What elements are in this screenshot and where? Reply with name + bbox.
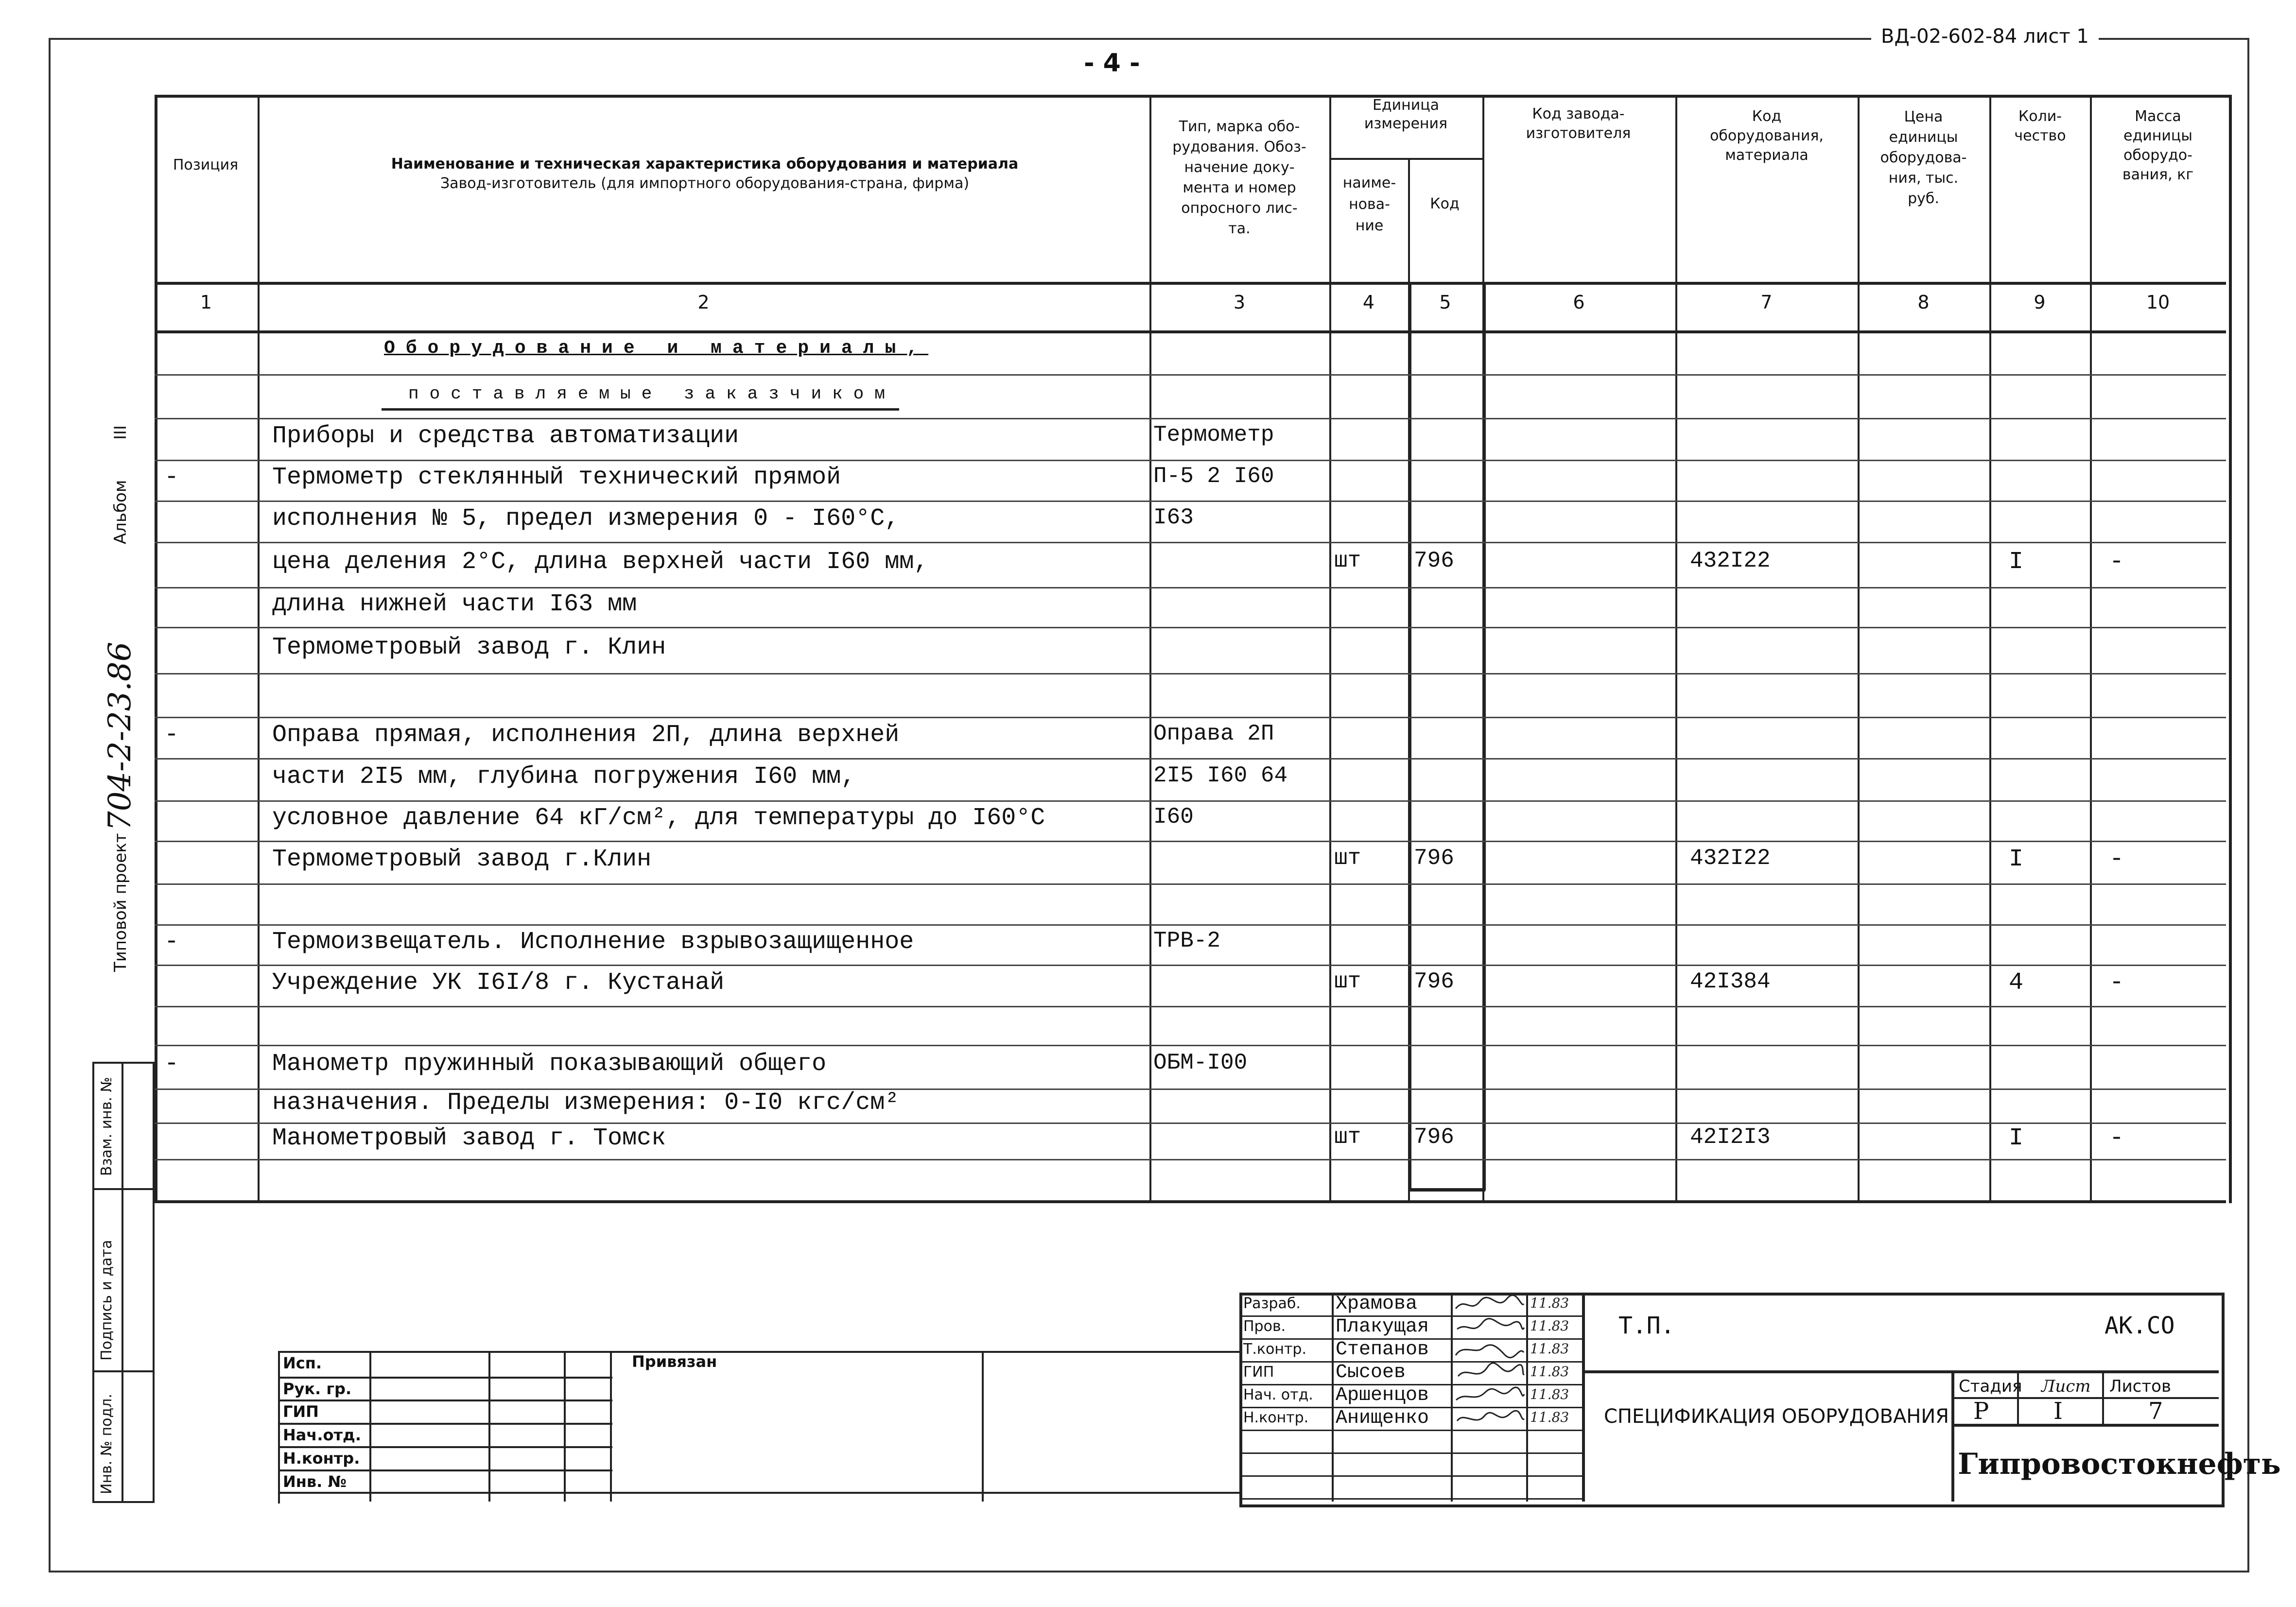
tb-divider bbox=[2102, 1370, 2104, 1424]
header-text-line: Код bbox=[1752, 108, 1782, 125]
name-cell: исполнения № 5, предел измерения 0 - I60°С, bbox=[272, 504, 900, 533]
signature-role: Н.контр. bbox=[1243, 1409, 1309, 1426]
stage-label: Стадия bbox=[1959, 1377, 2022, 1396]
row-line bbox=[155, 587, 2226, 588]
approval-role: Инв. № bbox=[283, 1472, 347, 1491]
header-text-line: Код завода- bbox=[1532, 105, 1625, 122]
column-line bbox=[1858, 95, 1860, 1200]
name-cell: Термометровый завод г.Клин bbox=[272, 846, 652, 873]
column-number: 4 bbox=[1362, 292, 1375, 313]
header-text-line: ния, тыс. bbox=[1888, 170, 1959, 187]
approval-col-line bbox=[369, 1351, 371, 1502]
type-cell: I60 bbox=[1153, 804, 1194, 829]
equipment-code-cell: 432I22 bbox=[1690, 846, 1771, 871]
header-text-line: Масса bbox=[2135, 108, 2181, 125]
tb-divider bbox=[1582, 1370, 2219, 1373]
approval-role: Нач.отд. bbox=[283, 1426, 362, 1444]
position-cell: - bbox=[164, 464, 179, 491]
side-stamp-divider bbox=[122, 1062, 123, 1501]
document-code: ВД-02-602-84 лист 1 bbox=[1871, 25, 2099, 48]
quantity-cell: I bbox=[2009, 1124, 2024, 1152]
approval-row-line bbox=[278, 1469, 612, 1471]
section-title-2: поставляемые заказчиком bbox=[408, 384, 896, 404]
side-album: Альбом bbox=[111, 480, 130, 544]
row-line bbox=[155, 542, 2226, 543]
approval-role: Исп. bbox=[283, 1354, 322, 1372]
name-cell: части 2I5 мм, глубина погружения I60 мм, bbox=[272, 762, 856, 791]
col-header-equipment-code bbox=[1677, 107, 1857, 165]
header-text-line: мента и номер bbox=[1183, 179, 1296, 196]
signature-name: Сысоев bbox=[1336, 1362, 1406, 1383]
col-header-type bbox=[1152, 117, 1327, 239]
row-line bbox=[155, 1159, 2226, 1160]
col-header-name: Наименование и техническая характеристика оборудования и материала Завод-изготовитель (для импортного оборудования-страна, фирма) bbox=[391, 156, 1019, 192]
name-cell: Учреждение УК I6I/8 г. Кустанай bbox=[272, 968, 725, 997]
equipment-code-cell: 432I22 bbox=[1690, 548, 1771, 573]
table-bottom-line bbox=[155, 1200, 2226, 1203]
header-text-line: рудования. Обоз- bbox=[1172, 138, 1306, 156]
signature-date: 11.83 bbox=[1530, 1295, 1569, 1311]
unit-code-cell: 796 bbox=[1414, 846, 1454, 871]
approval-col-line bbox=[982, 1351, 984, 1502]
document-title: СПЕЦИФИКАЦИЯ ОБОРУДОВАНИЯ bbox=[1604, 1405, 1949, 1428]
signature-role: Т.контр. bbox=[1243, 1341, 1307, 1358]
row-line bbox=[155, 501, 2226, 502]
name-cell: Манометр пружинный показывающий общего bbox=[272, 1050, 827, 1078]
type-cell: ОБМ-I00 bbox=[1153, 1050, 1248, 1075]
column-number: 9 bbox=[2034, 292, 2046, 313]
type-cell: I63 bbox=[1153, 504, 1194, 530]
type-cell: 2I5 I60 64 bbox=[1153, 762, 1288, 788]
sheet-value: I bbox=[2053, 1398, 2063, 1425]
quantity-cell: I bbox=[2009, 548, 2024, 576]
unit-code-cell: 796 bbox=[1414, 968, 1454, 994]
column-line bbox=[2090, 95, 2092, 1200]
row-line bbox=[155, 717, 2226, 718]
name-cell: Манометровый завод г. Томск bbox=[272, 1124, 666, 1152]
row-line bbox=[155, 673, 2226, 674]
header-text-line: чество bbox=[2014, 127, 2066, 144]
header-text-line: единицы bbox=[1889, 129, 1958, 146]
signature-date: 11.83 bbox=[1530, 1409, 1569, 1425]
type-cell: Термометр bbox=[1153, 422, 1274, 448]
stage-value: Р bbox=[1973, 1398, 1989, 1425]
approval-row-line bbox=[278, 1400, 612, 1401]
column-line bbox=[1149, 95, 1151, 1200]
signature-date: 11.83 bbox=[1530, 1318, 1569, 1334]
col-header-position: Позиция bbox=[173, 156, 239, 173]
header-text-line: единицы bbox=[2123, 127, 2192, 144]
name-cell: цена деления 2°С, длина верхней части I60 мм, bbox=[272, 548, 929, 576]
type-cell: Оправа 2П bbox=[1153, 721, 1274, 746]
signature-name: Плакущая bbox=[1336, 1316, 1429, 1338]
column-line bbox=[1675, 95, 1677, 1200]
mass-cell: - bbox=[2109, 968, 2124, 997]
side-stamp-label: Подпись и дата bbox=[98, 1240, 115, 1361]
signature-name: Степанов bbox=[1336, 1339, 1429, 1361]
signature-name: Аршенцов bbox=[1336, 1384, 1429, 1406]
column-number: 6 bbox=[1573, 292, 1585, 313]
sheets-value: 7 bbox=[2148, 1398, 2163, 1425]
approvals-table bbox=[278, 1351, 1242, 1503]
header-text-line: Цена bbox=[1904, 108, 1943, 125]
row-line bbox=[155, 1045, 2226, 1046]
header-text-line: Тип, марка обо- bbox=[1179, 118, 1300, 135]
side-album-number: III bbox=[111, 425, 130, 440]
tb-divider bbox=[1951, 1370, 1954, 1502]
row-line bbox=[155, 627, 2226, 628]
side-project-title: Типовой проект bbox=[111, 833, 130, 972]
type-cell: П-5 2 I60 bbox=[1153, 464, 1274, 489]
column-number: 5 bbox=[1439, 292, 1451, 313]
header-text-line: материала bbox=[1725, 147, 1809, 164]
row-line bbox=[155, 924, 2226, 926]
header-line bbox=[1329, 158, 1482, 160]
header-text-line: оборудования, bbox=[1710, 127, 1824, 144]
signature-role: Разраб. bbox=[1243, 1295, 1301, 1312]
page-number: - 4 - bbox=[1084, 49, 1140, 78]
position-cell: - bbox=[164, 1050, 179, 1078]
column-line bbox=[258, 95, 260, 1200]
header-text-line: Коли- bbox=[2018, 108, 2062, 125]
organization-name: Гипровостокнефть bbox=[1958, 1447, 2281, 1481]
column-number: 3 bbox=[1233, 292, 1246, 313]
tb-divider bbox=[1582, 1293, 1585, 1502]
approval-col-line bbox=[564, 1351, 566, 1502]
row-line-bold bbox=[1408, 1188, 1485, 1192]
signature-role: ГИП bbox=[1243, 1364, 1274, 1381]
header-line bbox=[155, 330, 2226, 333]
privyazan-label: Привязан bbox=[632, 1352, 717, 1371]
col-header-unit-mass bbox=[2092, 107, 2224, 185]
approval-row-line bbox=[278, 1377, 612, 1379]
name-cell: Термометр стеклянный технический прямой bbox=[272, 464, 841, 491]
row-line bbox=[155, 418, 2226, 419]
side-stamp-label: Инв. № подл. bbox=[98, 1394, 115, 1494]
header-text-line: ние bbox=[1355, 217, 1384, 234]
tb-divider bbox=[1951, 1397, 2219, 1399]
approval-role: Рук. гр. bbox=[283, 1380, 352, 1398]
header-text-line: измерения bbox=[1364, 115, 1448, 132]
unit-name-cell: шт bbox=[1334, 846, 1361, 871]
header-text-line: нова- bbox=[1349, 196, 1390, 213]
unit-name-cell: шт bbox=[1334, 968, 1361, 994]
equipment-code-cell: 42I384 bbox=[1690, 968, 1771, 994]
header-text-line: оборудова- bbox=[1880, 149, 1967, 166]
row-line bbox=[155, 460, 2226, 461]
signature-role: Нач. отд. bbox=[1243, 1386, 1313, 1403]
column-number: 1 bbox=[200, 292, 212, 313]
header-text-line: та. bbox=[1228, 220, 1251, 237]
section-underline bbox=[382, 408, 899, 411]
row-line bbox=[155, 800, 2226, 802]
signature-name: Анищенко bbox=[1336, 1407, 1429, 1429]
column-number: 2 bbox=[697, 292, 710, 313]
name-cell: назначения. Пределы измерения: 0-I0 кгс/см² bbox=[272, 1089, 900, 1117]
signature-date: 11.83 bbox=[1530, 1341, 1569, 1357]
approval-row-line bbox=[278, 1492, 1240, 1494]
row-line bbox=[155, 965, 2226, 966]
col-header-unit-group bbox=[1332, 96, 1480, 133]
drawing-code: АК.СО bbox=[2105, 1312, 2175, 1339]
col-header-unit-price bbox=[1859, 107, 1988, 209]
row-line bbox=[155, 374, 2226, 376]
header-text-line: начение доку- bbox=[1184, 159, 1295, 176]
header-text-line: вания, кг bbox=[2122, 166, 2194, 183]
row-line bbox=[155, 1006, 2226, 1007]
signature-date: 11.83 bbox=[1530, 1364, 1569, 1380]
header-text-line: Единица bbox=[1372, 97, 1440, 114]
header-text-line: руб. bbox=[1908, 190, 1939, 207]
unit-name-cell: шт bbox=[1334, 1124, 1361, 1150]
signature-date: 11.83 bbox=[1530, 1386, 1569, 1402]
tb-divider bbox=[1951, 1424, 2219, 1427]
signature-name: Храмова bbox=[1336, 1293, 1418, 1315]
name-cell: Оправа прямая, исполнения 2П, длина верхней bbox=[272, 721, 900, 749]
header-text-line: наиме- bbox=[1342, 174, 1396, 191]
position-cell: - bbox=[164, 721, 179, 749]
quantity-cell: 4 bbox=[2009, 968, 2024, 997]
header-line bbox=[155, 282, 2226, 285]
sheet-label: Лист bbox=[2041, 1377, 2091, 1396]
mass-cell: - bbox=[2109, 846, 2124, 873]
col-header-unit-code: Код bbox=[1430, 195, 1460, 212]
sheets-label: Листов bbox=[2109, 1377, 2172, 1396]
equipment-code-cell: 42I2I3 bbox=[1690, 1124, 1771, 1150]
unit-code-cell: 796 bbox=[1414, 1124, 1454, 1150]
side-stamp-divider bbox=[92, 1188, 153, 1190]
name-cell: Термоизвещатель. Исполнение взрывозащищенное bbox=[272, 928, 914, 956]
approval-role: ГИП bbox=[283, 1402, 319, 1421]
header-text-line: оборудо- bbox=[2123, 147, 2192, 164]
type-cell: ТРВ-2 bbox=[1153, 928, 1221, 953]
unit-name-cell: шт bbox=[1334, 548, 1361, 573]
unit-code-cell: 796 bbox=[1414, 548, 1454, 573]
column-line bbox=[1329, 95, 1331, 1200]
name-cell: Приборы и средства автоматизации bbox=[272, 422, 739, 450]
column-number: 7 bbox=[1760, 292, 1773, 313]
col-header-quantity bbox=[1990, 107, 2090, 146]
mass-cell: - bbox=[2109, 548, 2124, 576]
position-cell: - bbox=[164, 928, 179, 956]
section-title-1: Оборудование и материалы, bbox=[384, 338, 929, 359]
column-line bbox=[1989, 95, 1991, 1200]
approval-role: Н.контр. bbox=[283, 1449, 360, 1468]
approval-row-line bbox=[278, 1446, 612, 1448]
header-text-line: опросного лис- bbox=[1181, 200, 1298, 217]
col-header-unit-name bbox=[1332, 173, 1407, 237]
col-header-manufacturer-code bbox=[1482, 104, 1674, 143]
tp-label: Т.П. bbox=[1618, 1312, 1675, 1339]
side-project-number: 704-2-23.86 bbox=[102, 641, 138, 831]
approval-col-line bbox=[610, 1351, 612, 1502]
side-stamp-divider bbox=[92, 1370, 153, 1372]
column-number: 10 bbox=[2146, 292, 2170, 313]
name-cell: Термометровый завод г. Клин bbox=[272, 633, 666, 661]
row-line bbox=[155, 883, 2226, 885]
quantity-cell: I bbox=[2009, 846, 2024, 873]
mass-cell: - bbox=[2109, 1124, 2124, 1152]
approval-row-line bbox=[278, 1423, 612, 1425]
column-number: 8 bbox=[1917, 292, 1930, 313]
side-stamp-label: Взам. инв. № bbox=[98, 1077, 115, 1176]
name-cell: длина нижней части I63 мм bbox=[272, 590, 637, 618]
name-cell: условное давление 64 кГ/см², для температуры до I60°С bbox=[272, 804, 1045, 832]
row-line bbox=[155, 841, 2226, 842]
header-text-line: изготовителя bbox=[1526, 125, 1631, 142]
approval-col-line bbox=[488, 1351, 490, 1502]
row-line bbox=[155, 758, 2226, 760]
signature-role: Пров. bbox=[1243, 1318, 1286, 1335]
